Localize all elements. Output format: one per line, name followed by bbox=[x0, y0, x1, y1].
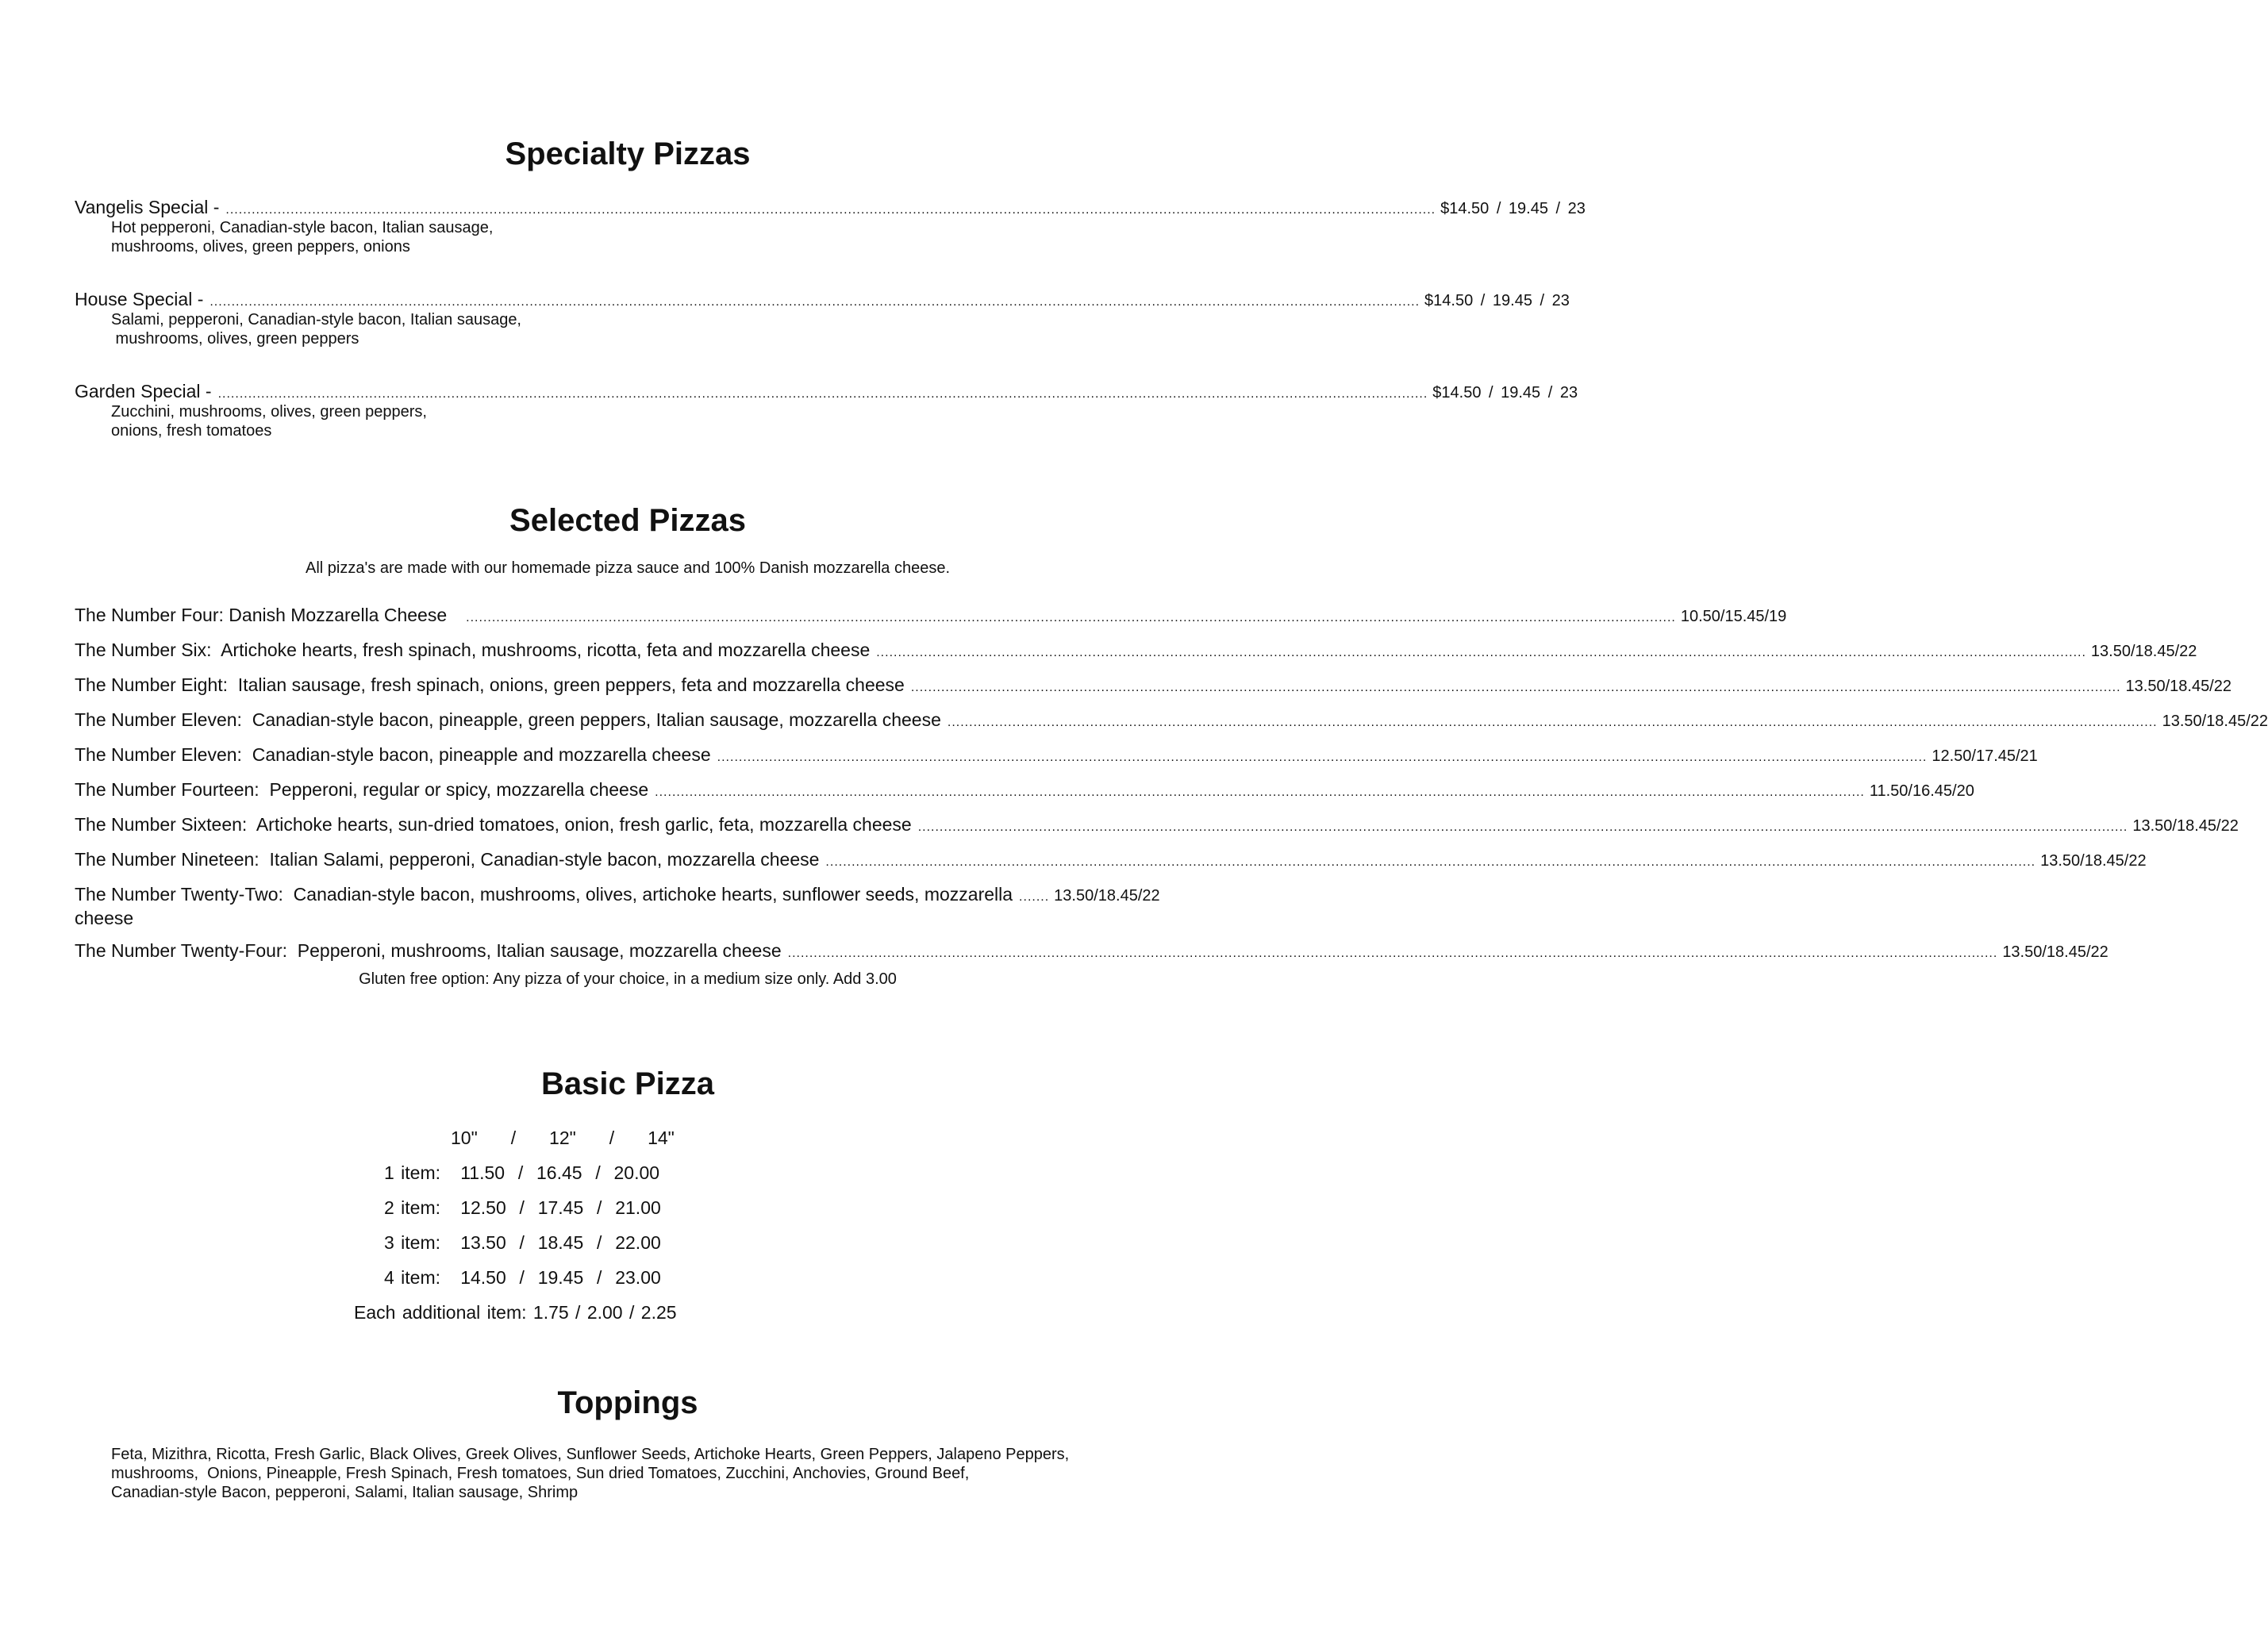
item-name: The Number Eleven: Canadian-style bacon, pineapple and mozzarella cheese bbox=[75, 744, 711, 765]
item-name: The Number Eleven: Canadian-style bacon, pineapple, green peppers, Italian sausage, mozzarella cheese bbox=[75, 709, 941, 730]
basic-sizes: 10" / 12" / 14" bbox=[451, 1128, 675, 1148]
specialty-title: Specialty Pizzas bbox=[505, 136, 751, 171]
item-price: 10.50/15.45/19 bbox=[1680, 608, 1787, 625]
selected-item-twenty-two bbox=[75, 884, 1179, 929]
dot-leader: ........................................................................................................................................................................................................................................................................................ bbox=[717, 751, 1928, 764]
basic-row-prices: 11.50 / 16.45 / 20.00 bbox=[460, 1162, 660, 1183]
dot-leader: ........................................................................................................................................................................................................................................................................................ bbox=[210, 295, 1420, 309]
basic-title: Basic Pizza bbox=[541, 1066, 714, 1101]
selected-item bbox=[75, 849, 2147, 873]
dot-leader: ........................................................................................................................................................................................................................................................................................ bbox=[466, 611, 1676, 624]
item-price: 13.50/18.45/22 bbox=[2162, 713, 2268, 730]
selected-item bbox=[75, 744, 2038, 768]
selected-title: Selected Pizzas bbox=[509, 503, 746, 538]
selected-item bbox=[75, 814, 2239, 838]
item-name: The Number Nineteen: Italian Salami, pepperoni, Canadian-style bacon, mozzarella cheese bbox=[75, 849, 820, 870]
specialty-item-house bbox=[75, 289, 1570, 313]
dot-leader: ........................................................................................................................................................................................................................................................................................ bbox=[876, 646, 2086, 659]
selected-item-twenty-four bbox=[75, 940, 2108, 964]
item-description: Zucchini, mushrooms, olives, green peppers, bbox=[111, 403, 427, 421]
toppings-line: Feta, Mizithra, Ricotta, Fresh Garlic, Black Olives, Greek Olives, Sunflower Seeds, Artichoke Hearts, Green Peppers, Jalapeno Peppers, bbox=[111, 1446, 1070, 1463]
dot-leader: ........................................................................................................................................................................................................................................................................................ bbox=[225, 203, 1436, 217]
selected-item bbox=[75, 674, 2231, 698]
toppings-line: Canadian-style Bacon, pepperoni, Salami, Italian sausage, Shrimp bbox=[111, 1484, 579, 1501]
basic-row-prices: 12.50 / 17.45 / 21.00 bbox=[460, 1197, 661, 1218]
item-name: The Number Fourteen: Pepperoni, regular or spicy, mozzarella cheese bbox=[75, 779, 649, 800]
dot-leader: ........................................................................................................................................................................................................................................................................................ bbox=[787, 947, 1998, 960]
dot-leader: ........................................................................................................................................................................................................................................................................................ bbox=[910, 681, 2121, 694]
basic-row-label: 2 item: bbox=[384, 1197, 441, 1218]
item-price: 13.50/18.45/22 bbox=[2040, 852, 2147, 870]
specialty-item-vangelis bbox=[75, 197, 1586, 221]
toppings-list bbox=[111, 1445, 1143, 1502]
item-description: onions, fresh tomatoes bbox=[111, 422, 272, 440]
item-price: 12.50/17.45/21 bbox=[1932, 747, 2038, 765]
basic-row bbox=[384, 1267, 661, 1289]
item-name: Garden Special - bbox=[75, 381, 212, 401]
dot-leader: ........................................................................................................................................................................................................................................................................................ bbox=[917, 820, 2128, 834]
toppings-line: mushrooms, Onions, Pineapple, Fresh Spinach, Fresh tomatoes, Sun dried Tomatoes, Zucchini, Anchovies, Ground Beef, bbox=[111, 1465, 970, 1482]
basic-row bbox=[384, 1162, 659, 1184]
dot-leader: ........................................................................................................................................................................................................................................................................................ bbox=[217, 387, 1428, 401]
item-price: 11.50/16.45/20 bbox=[1869, 782, 1974, 800]
gluten-free-note: Gluten free option: Any pizza of your choice, in a medium size only. Add 3.00 bbox=[359, 970, 897, 988]
item-price: 13.50/18.45/22 bbox=[2002, 943, 2108, 961]
specialty-item-garden bbox=[75, 381, 1578, 405]
item-name: The Number Twenty-Four: Pepperoni, mushrooms, Italian sausage, mozzarella cheese bbox=[75, 940, 782, 961]
item-description: Hot pepperoni, Canadian-style bacon, Italian sausage, bbox=[111, 219, 494, 236]
item-price: $14.50 / 19.45 / 23 bbox=[1424, 292, 1570, 309]
item-description: Salami, pepperoni, Canadian-style bacon, Italian sausage, bbox=[111, 311, 521, 328]
basic-row-label: 3 item: bbox=[384, 1232, 441, 1253]
item-price: 13.50/18.45/22 bbox=[2090, 643, 2197, 660]
selected-item bbox=[75, 640, 2197, 663]
item-price: 13.50/18.45/22 bbox=[2125, 678, 2231, 695]
selected-item bbox=[75, 779, 1974, 803]
basic-row-prices: 13.50 / 18.45 / 22.00 bbox=[460, 1232, 661, 1253]
item-name: Vangelis Special - bbox=[75, 197, 220, 217]
basic-row-label: 1 item: bbox=[384, 1162, 441, 1183]
item-name: The Number Four: Danish Mozzarella Cheese bbox=[75, 605, 448, 625]
dot-leader: ........................................................................................................................................................................................................................................................................................ bbox=[825, 855, 2036, 869]
item-name: The Number Six: Artichoke hearts, fresh spinach, mushrooms, ricotta, feta and mozzarella cheese bbox=[75, 640, 871, 660]
item-price: $14.50 / 19.45 / 23 bbox=[1432, 384, 1578, 401]
item-name: The Number Twenty-Two: Canadian-style bacon, mushrooms, olives, artichoke hearts, sunflower seeds, mozzarella bbox=[75, 884, 1013, 905]
selected-item bbox=[75, 709, 2268, 733]
dot-leader: ....... bbox=[1019, 890, 1050, 904]
basic-additional: Each additional item: 1.75 / 2.00 / 2.25 bbox=[354, 1302, 677, 1323]
dot-leader: ........................................................................................................................................................................................................................................................................................ bbox=[655, 786, 1865, 799]
item-description: mushrooms, olives, green peppers bbox=[111, 330, 359, 348]
item-name-continued: cheese bbox=[75, 908, 134, 928]
item-price: 13.50/18.45/22 bbox=[2132, 817, 2239, 835]
basic-row-label: 4 item: bbox=[384, 1267, 441, 1288]
item-name: The Number Eight: Italian sausage, fresh spinach, onions, green peppers, feta and mozzarella cheese bbox=[75, 674, 905, 695]
toppings-title: Toppings bbox=[557, 1385, 698, 1420]
basic-row bbox=[384, 1232, 661, 1254]
basic-row bbox=[384, 1197, 661, 1219]
selected-item bbox=[75, 605, 1787, 628]
item-description: mushrooms, olives, green peppers, onions bbox=[111, 238, 410, 255]
dot-leader: ........................................................................................................................................................................................................................................................................................ bbox=[947, 716, 2158, 729]
item-price: 13.50/18.45/22 bbox=[1054, 887, 1160, 905]
item-name: The Number Sixteen: Artichoke hearts, sun-dried tomatoes, onion, fresh garlic, feta, mozzarella cheese bbox=[75, 814, 912, 835]
selected-note: All pizza's are made with our homemade pizza sauce and 100% Danish mozzarella cheese. bbox=[305, 559, 951, 577]
item-name: House Special - bbox=[75, 289, 204, 309]
item-price: $14.50 / 19.45 / 23 bbox=[1440, 200, 1586, 217]
basic-row-prices: 14.50 / 19.45 / 23.00 bbox=[460, 1267, 661, 1288]
